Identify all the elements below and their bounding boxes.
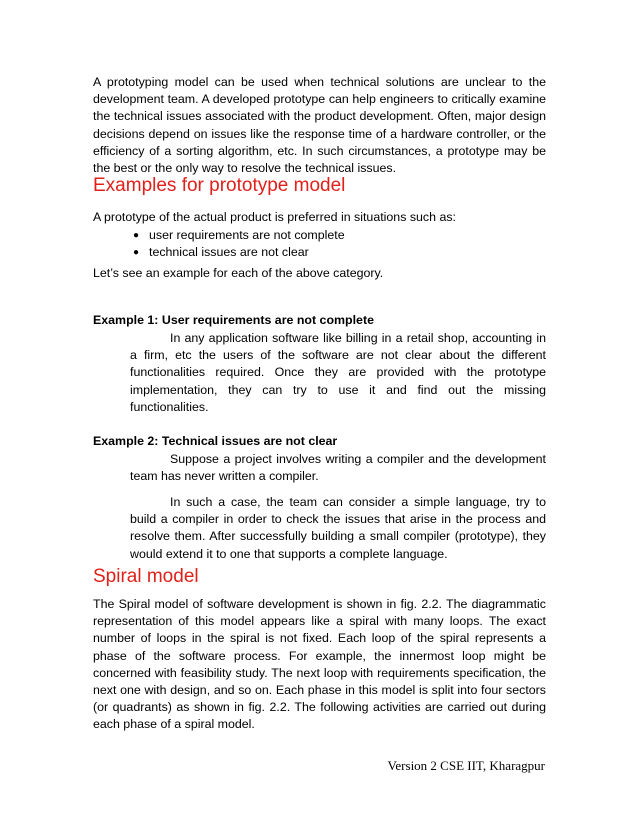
spiral-paragraph: The Spiral model of software development is shown in fig. 2.2. The diagrammatic representation of this model appears like a spiral with many loops. The exact number of loops in the spiral is not fixed. Each loop of the spiral represents a phase of the software process. For example, the innermost loop might be concerned with feasibility study. The next loop with requirements specification, the next one with design, and so on. Each phase in this model is split into four sectors (or quadrants) as shown in fig. 2.2. The following activities are carried out during each phase of a spiral model.: [93, 597, 546, 732]
spiral-heading: Spiral model: [93, 566, 199, 587]
list-item: [133, 227, 345, 244]
example2-title: Example 2: Technical issues are not clear: [93, 434, 338, 448]
examples-lead-text: A prototype of the actual product is preferred in situations such as:: [93, 210, 456, 224]
bullet-icon: ●: [133, 230, 140, 241]
example2-body-paragraph-1: Suppose a project involves writing a compiler and the development team has never written a compiler.: [130, 452, 546, 484]
situations-list: [133, 227, 345, 261]
example1-title: Example 1: User requirements are not complete: [93, 313, 374, 327]
example2-body-paragraph-2: In such a case, the team can consider a simple language, try to build a compiler in order to check the issues that arise in the process and resolve them. After successfully building a small compiler (prototype), they would extend it to one that supports a complete language.: [130, 495, 546, 561]
examples-after-text: Let’s see an example for each of the above category.: [93, 266, 384, 280]
intro-paragraph: A prototyping model can be used when technical solutions are unclear to the development team. A developed prototype can help engineers to critically examine the technical issues associated with the product development. Often, major design decisions depend on issues like the response time of a hardware controller, or the efficiency of a sorting algorithm, etc. In such circumstances, a prototype may be the best or the only way to resolve the technical issues.: [93, 75, 546, 176]
bullet-icon: ●: [133, 247, 140, 259]
list-item-text: technical issues are not clear: [149, 245, 309, 260]
page-footer: Version 2 CSE IIT, Kharagpur: [387, 758, 545, 773]
list-item: [133, 244, 345, 261]
example1-body: In any application software like billing in a retail shop, accounting in a firm, etc the users of the software are not clear about the different functionalities required. Once they are provided with the prototype implementation, they can try to use it and find out the missing functionalities.: [130, 331, 546, 414]
list-item-text: user requirements are not complete: [149, 228, 345, 242]
examples-heading: Examples for prototype model: [93, 175, 346, 196]
